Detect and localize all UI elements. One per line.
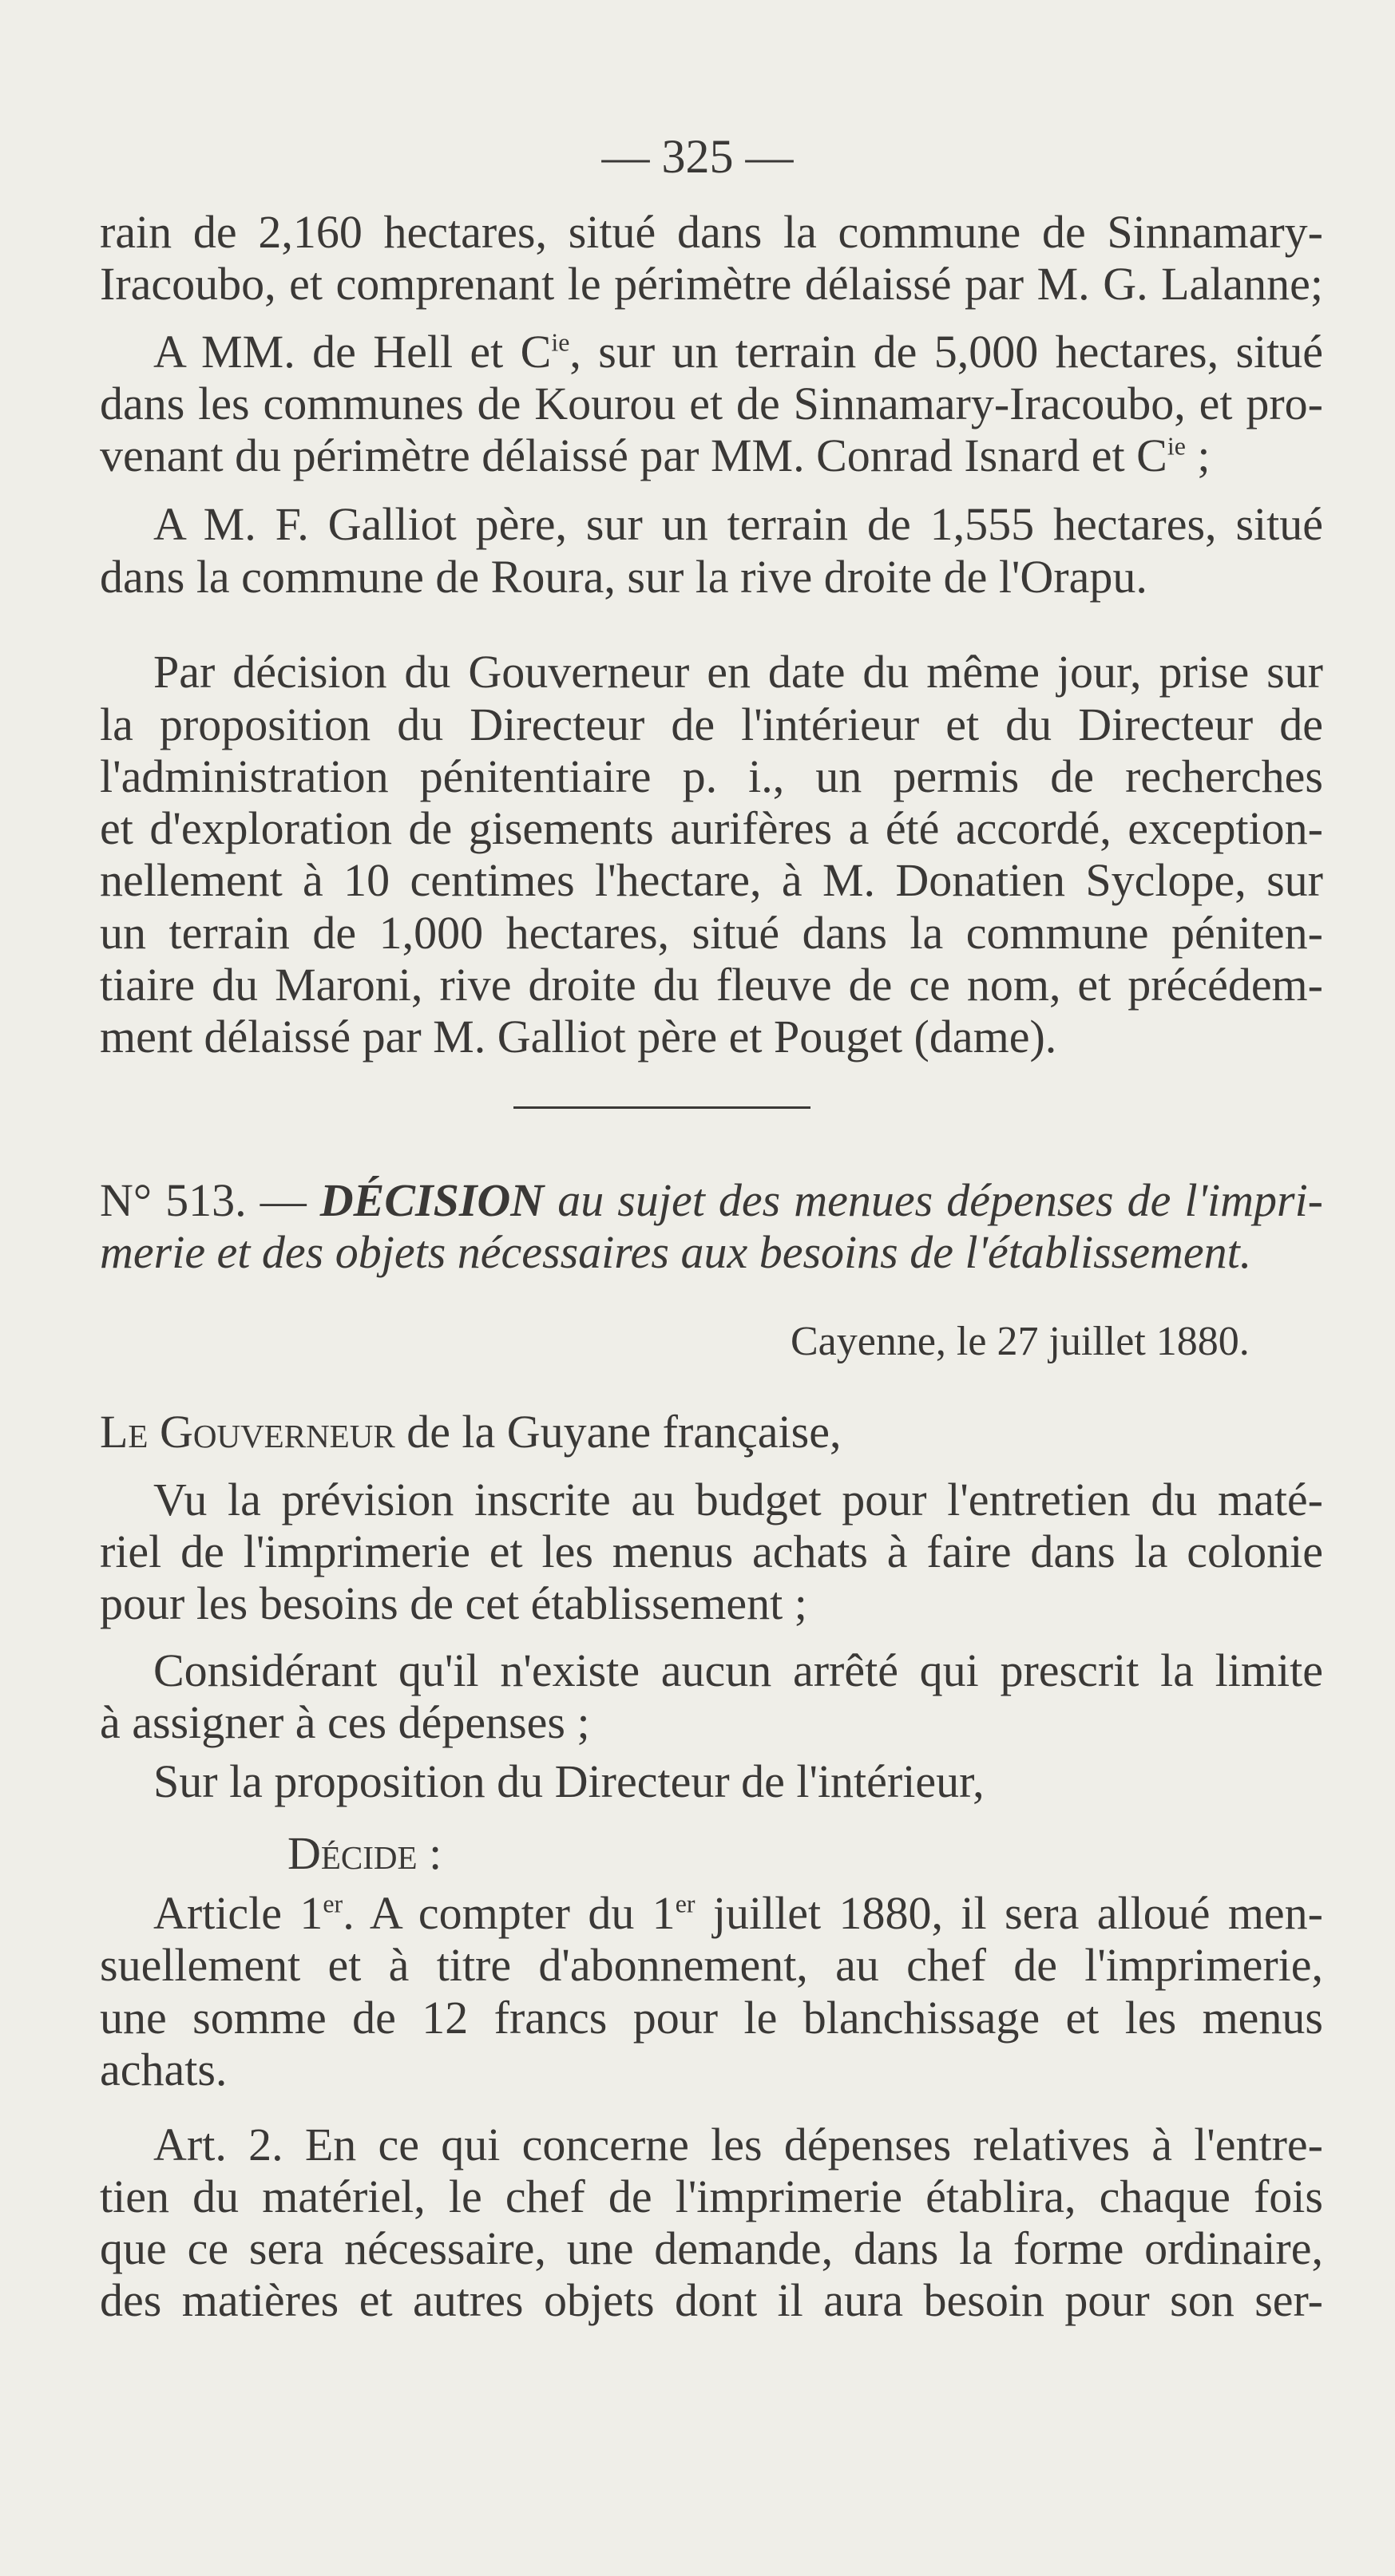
decide-label: Décide :: [287, 1827, 442, 1879]
text-line: que ce sera nécessaire, une demande, dans la forme ordinaire,: [100, 2222, 1323, 2274]
text-line: nellement à 10 centimes l'hectare, à M. Donatien Syclope, sur: [100, 854, 1323, 906]
article-label: Article 1: [153, 1887, 323, 1939]
text-fragment: . A compter du 1: [343, 1887, 676, 1939]
text-line: l'administration pénitentiaire p. i., un permis de recherches: [100, 750, 1323, 802]
text-line: rain de 2,160 hectares, situé dans la commune de Sinnamary-: [100, 206, 1323, 258]
text-fragment: , sur un terrain de 5,000 hectares, situé: [569, 326, 1323, 378]
text-line: la proposition du Directeur de l'intérieur et du Directeur de: [100, 698, 1323, 750]
section-title: DÉCISION: [319, 1174, 545, 1226]
text-line: à assigner à ces dépenses ;: [100, 1696, 590, 1748]
text-line: tiaire du Maroni, rive droite du fleuve de ce nom, et précédem-: [100, 959, 1323, 1011]
text-line: [153, 1887, 1323, 1939]
text-line: riel de l'imprimerie et les menus achats à faire dans la colonie: [100, 1525, 1323, 1577]
text-fragment: A MM. de Hell et C: [153, 326, 552, 378]
section-divider: [513, 1106, 810, 1109]
text-line: des matières et autres objets dont il aura besoin pour son ser-: [100, 2274, 1323, 2326]
text-fragment: —: [246, 1174, 320, 1226]
text-fragment: ;: [1185, 429, 1211, 481]
superscript: ie: [1167, 432, 1186, 461]
text-line: [100, 1406, 1323, 1458]
text-fragment: de la Guyane française,: [394, 1406, 842, 1458]
text-line: Sur la proposition du Directeur de l'intérieur,: [153, 1755, 985, 1807]
text-line: achats.: [100, 2044, 228, 2095]
section-heading: [100, 1174, 1323, 1226]
text-line: et d'exploration de gisements aurifères a été accordé, exception-: [100, 802, 1323, 854]
text-line: ment délaissé par M. Galliot père et Pouget (dame).: [100, 1011, 1057, 1062]
text-line: Par décision du Gouverneur en date du même jour, prise sur: [153, 646, 1323, 698]
superscript: ie: [551, 328, 570, 357]
section-heading-line: merie et des objets nécessaires aux besoins de l'établissement.: [100, 1226, 1252, 1278]
text-line: [153, 326, 1323, 378]
text-line: [100, 429, 1323, 481]
text-line: Considérant qu'il n'existe aucun arrêté qui prescrit la limite: [153, 1644, 1323, 1696]
text-line: A M. F. Galliot père, sur un terrain de 1,555 hectares, situé: [153, 498, 1323, 550]
text-line: Iracoubo, et comprenant le périmètre délaissé par M. G. Lalanne;: [100, 258, 1323, 310]
text-line: Art. 2. En ce qui concerne les dépenses relatives à l'entre-: [153, 2119, 1323, 2170]
section-subject: au sujet des menues dépenses de l'impri-: [544, 1174, 1323, 1226]
text-line: une somme de 12 francs pour le blanchissage et les menus: [100, 1992, 1323, 2044]
text-line: Vu la prévision inscrite au budget pour l'entretien du maté-: [153, 1474, 1323, 1525]
text-line: tien du matériel, le chef de l'imprimerie établira, chaque fois: [100, 2170, 1323, 2222]
superscript: er: [675, 1889, 696, 1918]
text-line: dans la commune de Roura, sur la rive droite de l'Orapu.: [100, 551, 1147, 603]
text-line: dans les communes de Kourou et de Sinnamary-Iracoubo, et pro-: [100, 378, 1323, 429]
text-fragment: juillet 1880, il sera alloué men-: [695, 1887, 1323, 1939]
dateline: Cayenne, le 27 juillet 1880.: [791, 1319, 1250, 1364]
text-line: pour les besoins de cet établissement ;: [100, 1577, 807, 1629]
page-number: — 325 —: [601, 130, 794, 183]
superscript: er: [323, 1889, 343, 1918]
text-line: suellement et à titre d'abonnement, au chef de l'imprimerie,: [100, 1939, 1323, 1991]
text-line: un terrain de 1,000 hectares, situé dans la commune péniten-: [100, 907, 1323, 959]
section-number: N° 513.: [100, 1174, 247, 1226]
governor-title: Le Gouverneur: [100, 1406, 395, 1458]
text-fragment: venant du périmètre délaissé par MM. Conrad Isnard et C: [100, 429, 1167, 481]
